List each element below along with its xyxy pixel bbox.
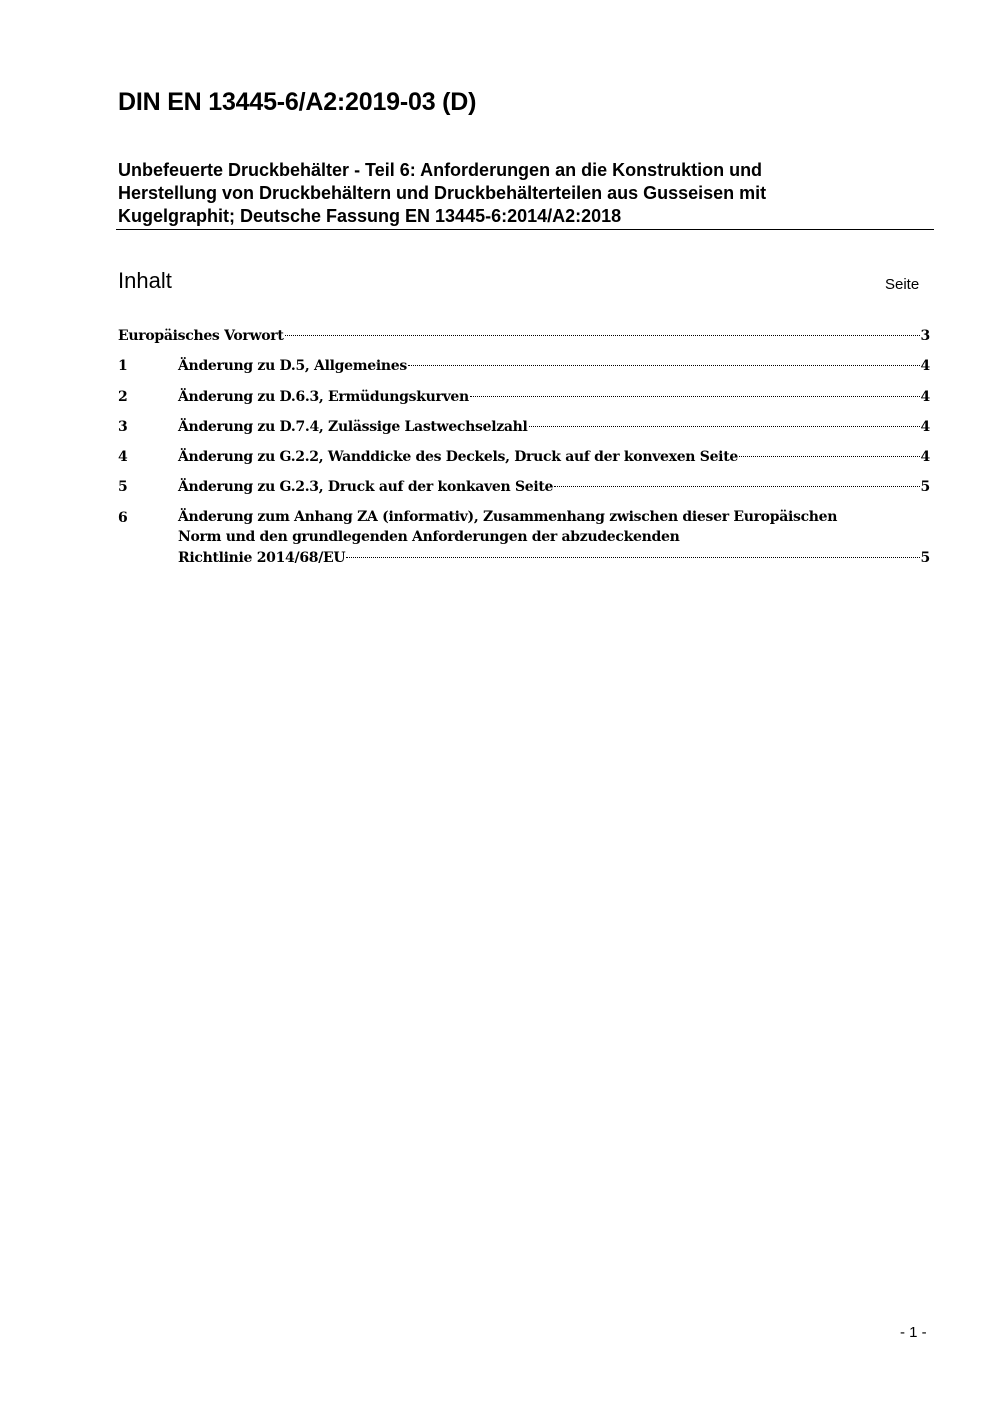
toc-entry-page: 4 — [920, 418, 930, 435]
document-code: DIN EN 13445-6/A2:2019-03 (D) — [118, 88, 477, 116]
toc-entry-page: 4 — [920, 449, 930, 466]
toc-entry-page: 4 — [920, 388, 930, 405]
toc-entry-6[interactable] — [118, 507, 930, 569]
toc-leader-dots — [554, 486, 919, 487]
toc-entry-page: 3 — [920, 328, 930, 344]
toc-entry-title: Richtlinie 2014/68/EU — [178, 549, 346, 566]
subtitle-line: Herstellung von Druckbehältern und Druckbehälterteilen aus Gusseisen mit — [118, 183, 767, 203]
toc-entry-title: Änderung zu G.2.2, Wanddicke des Deckels, Druck auf der konvexen Seite — [178, 449, 738, 466]
toc-entry-2[interactable] — [118, 386, 930, 416]
toc-entry-4[interactable] — [118, 446, 930, 476]
toc-leader-dots — [470, 396, 920, 397]
toc-entry-number: 1 — [118, 358, 128, 375]
toc-entry-1[interactable] — [118, 355, 930, 385]
toc-entry-page: 4 — [920, 358, 930, 375]
toc-leader-dots — [408, 365, 920, 366]
toc-entry-number: 5 — [118, 479, 128, 496]
page-column-label: Seite — [885, 276, 920, 293]
toc-entry-title: Änderung zu D.7.4, Zulässige Lastwechselzahl — [178, 418, 528, 435]
toc-entry-title: Europäisches Vorwort — [118, 328, 284, 344]
toc-entry-page: 5 — [920, 479, 930, 496]
toc-leader-dots — [346, 557, 919, 558]
document-subtitle — [118, 159, 888, 228]
toc-entry-title-line: Änderung zum Anhang ZA (informativ), Zusammenhang zwischen dieser Europäischen — [178, 508, 838, 525]
toc-entry-title: Änderung zu G.2.3, Druck auf der konkaven Seite — [178, 479, 554, 496]
title-rule — [116, 229, 934, 230]
toc-entry-3[interactable] — [118, 416, 930, 446]
toc-leader-dots — [285, 335, 920, 336]
subtitle-line: Unbefeuerte Druckbehälter - Teil 6: Anforderungen an die Konstruktion und — [118, 160, 763, 180]
footer-page-number: - 1 - — [900, 1324, 927, 1341]
toc-entry-title-line: Norm und den grundlegenden Anforderungen der abzudeckenden — [178, 528, 680, 545]
toc-entry-foreword[interactable] — [118, 325, 930, 355]
toc-entry-page: 5 — [920, 549, 930, 566]
toc-entry-title: Änderung zu D.6.3, Ermüdungskurven — [178, 388, 469, 405]
subtitle-line: Kugelgraphit; Deutsche Fassung EN 13445-6:2014/A2:2018 — [118, 206, 622, 226]
toc-leader-dots — [739, 456, 920, 457]
toc-entry-number: 6 — [118, 509, 128, 526]
toc-leader-dots — [529, 426, 920, 427]
table-of-contents — [118, 325, 930, 569]
toc-entry-number: 2 — [118, 388, 128, 405]
toc-entry-number: 4 — [118, 449, 128, 466]
toc-entry-number: 3 — [118, 418, 128, 435]
toc-heading: Inhalt — [118, 268, 172, 293]
toc-entry-5[interactable] — [118, 476, 930, 506]
toc-entry-title: Änderung zu D.5, Allgemeines — [178, 358, 407, 375]
